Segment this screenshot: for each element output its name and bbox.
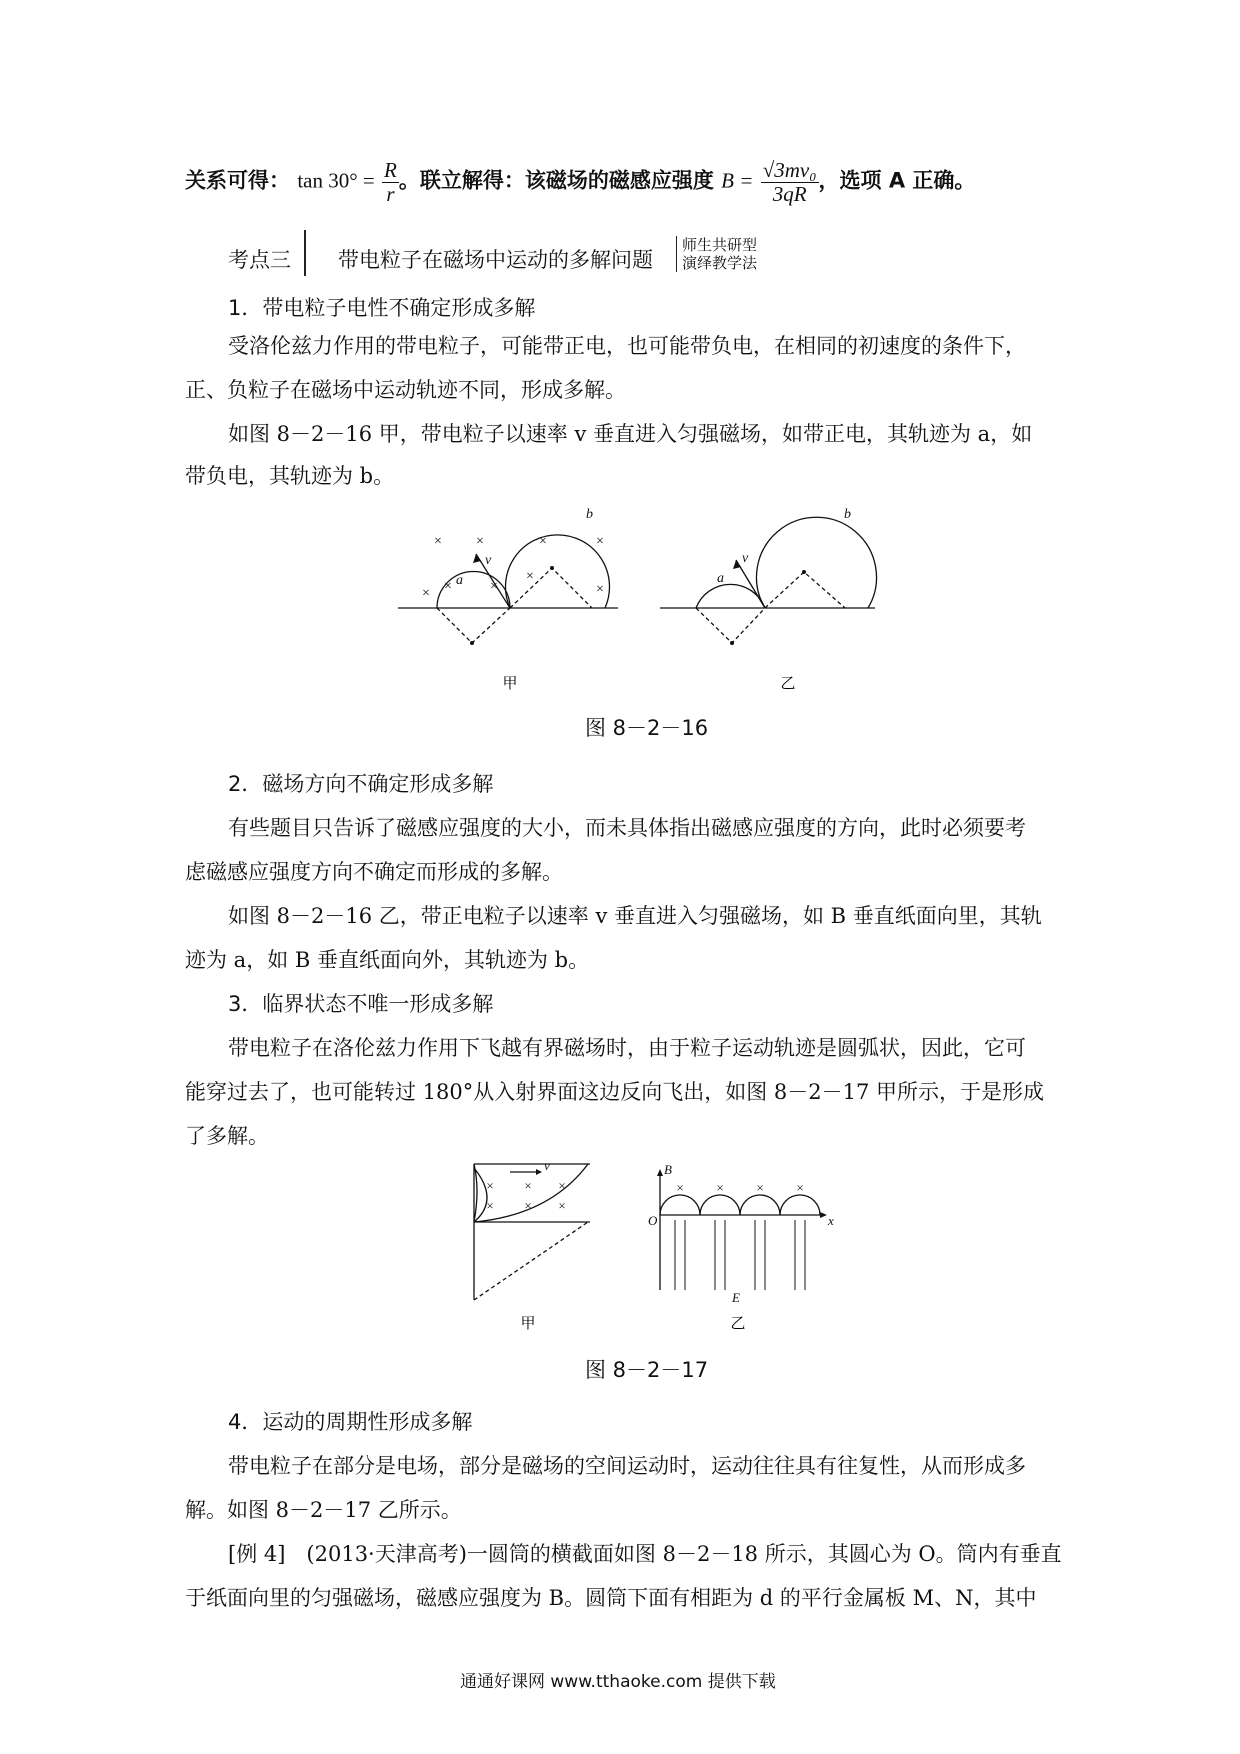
fig17-right-label: 乙 xyxy=(730,1316,746,1332)
fig17-left-label: 甲 xyxy=(520,1316,536,1332)
label-O-17: O xyxy=(648,1213,658,1228)
svg-text:×: × xyxy=(486,1198,494,1213)
svg-text:×: × xyxy=(796,1180,804,1195)
svg-text:×: × xyxy=(524,1198,532,1213)
svg-text:×: × xyxy=(676,1180,684,1195)
fig16-caption: 图 8－2－16 xyxy=(585,716,709,740)
svg-text:×: × xyxy=(434,534,442,549)
heading-3: 3．临界状态不唯一形成多解 xyxy=(228,992,494,1016)
label-x-17: x xyxy=(828,1213,834,1228)
fig16-left-label: 甲 xyxy=(502,676,518,692)
paragraph-4-line-1: 如图 8－2－16 乙，带正电粒子以速率 v 垂直进入匀强磁场，如 B 垂直纸面向里，其轨 xyxy=(228,904,1042,928)
svg-text:×: × xyxy=(756,1180,764,1195)
svg-text:×: × xyxy=(558,1198,566,1213)
paragraph-6-line-2: 解。如图 8－2－17 乙所示。 xyxy=(185,1498,462,1522)
svg-text:×: × xyxy=(716,1180,724,1195)
label-a-right: a xyxy=(717,571,724,586)
label-b-right: b xyxy=(844,507,851,522)
trajectory-b-right xyxy=(757,517,877,608)
fig17-caption: 图 8－2－17 xyxy=(585,1358,709,1382)
trajectory-a-right xyxy=(696,584,765,608)
paragraph-2-line-2: 带负电，其轨迹为 b。 xyxy=(185,464,395,488)
example-line-1: [例 4] (2013·天津高考)一圆筒的横截面如图 8－2－18 所示，其圆心为 O。筒内有垂直 xyxy=(228,1542,1062,1566)
section-label: 考点三 xyxy=(228,248,291,272)
paragraph-6-line-1: 带电粒子在部分是电场，部分是磁场的空间运动时，运动往往具有往复性，从而形成多 xyxy=(228,1454,1026,1478)
heading-1: 1．带电粒子电性不确定形成多解 xyxy=(228,296,536,320)
label-v-17: v xyxy=(544,1160,550,1173)
page-footer: 通通好课网 www.tthaoke.com 提供下载 xyxy=(460,1672,776,1692)
paragraph-5-line-1: 带电粒子在洛伦兹力作用下飞越有界磁场时，由于粒子运动轨迹是圆弧状，因此，它可 xyxy=(228,1036,1026,1060)
paragraph-1-line-2: 正、负粒子在磁场中运动轨迹不同，形成多解。 xyxy=(185,378,626,402)
svg-text:×: × xyxy=(476,534,484,549)
svg-text:×: × xyxy=(596,582,604,597)
svg-text:×: × xyxy=(524,1178,532,1193)
label-a-left: a xyxy=(456,573,463,588)
paragraph-1-line-1: 受洛伦兹力作用的带电粒子，可能带正电，也可能带负电，在相同的初速度的条件下， xyxy=(228,334,1026,358)
paragraph-5-line-3: 了多解。 xyxy=(185,1124,269,1148)
periodic-trajectory xyxy=(660,1195,820,1215)
section-title: 带电粒子在磁场中运动的多解问题 xyxy=(338,248,653,272)
b-fraction: $\frac{\text{√3mv₀}}{3qR}$ xyxy=(762,158,817,206)
fig16-right-label: 乙 xyxy=(780,676,796,692)
svg-text:×: × xyxy=(596,534,604,549)
svg-text:×: × xyxy=(444,579,452,594)
formula-mid: 。联立解得：该磁场的磁感应强度 xyxy=(398,168,714,193)
velocity-arrow-right xyxy=(736,560,765,608)
heading-2: 2．磁场方向不确定形成多解 xyxy=(228,772,494,796)
svg-text:×: × xyxy=(422,586,430,601)
section-tag: 师生共研型 演绎教学法 xyxy=(676,236,757,272)
formula-line xyxy=(185,158,975,205)
svg-text:×: × xyxy=(490,579,498,594)
svg-text:×: × xyxy=(558,1178,566,1193)
paragraph-3-line-1: 有些题目只告诉了磁感应强度的大小，而未具体指出磁感应强度的方向，此时必须要考 xyxy=(228,816,1026,840)
paragraph-3-line-2: 虑磁感应强度方向不确定而形成的多解。 xyxy=(185,860,563,884)
figure-8-2-17 xyxy=(470,1160,840,1335)
svg-text:×: × xyxy=(526,569,534,584)
svg-text:×: × xyxy=(486,1178,494,1193)
section-divider xyxy=(304,230,306,276)
paragraph-5-line-2: 能穿过去了，也可能转过 180°从入射界面这边反向飞出，如图 8－2－17 甲所示，于是形成 xyxy=(185,1080,1045,1104)
heading-4: 4．运动的周期性形成多解 xyxy=(228,1410,473,1434)
label-b-left: b xyxy=(586,507,593,522)
svg-text:×: × xyxy=(539,534,547,549)
paragraph-2-line-1: 如图 8－2－16 甲，带电粒子以速率 v 垂直进入匀强磁场，如带正电，其轨迹为 a，如 xyxy=(228,422,1033,446)
tan-expression: tan 30° = xyxy=(297,168,375,193)
label-v-left: v xyxy=(485,553,492,568)
r-fraction: $\frac{R}{r}$ xyxy=(384,158,397,206)
b-equals: B = xyxy=(721,168,754,193)
label-B-17: B xyxy=(664,1162,672,1177)
example-line-2: 于纸面向里的匀强磁场，磁感应强度为 B。圆筒下面有相距为 d 的平行金属板 M、N，其中 xyxy=(185,1586,1037,1610)
figure-8-2-16 xyxy=(390,500,890,700)
paragraph-4-line-2: 迹为 a，如 B 垂直纸面向外，其轨迹为 b。 xyxy=(185,948,590,972)
label-v-right: v xyxy=(742,551,749,566)
label-E-17: E xyxy=(732,1290,740,1305)
formula-prefix: 关系可得： xyxy=(185,168,290,193)
formula-suffix: ，选项 A 正确。 xyxy=(818,168,976,193)
